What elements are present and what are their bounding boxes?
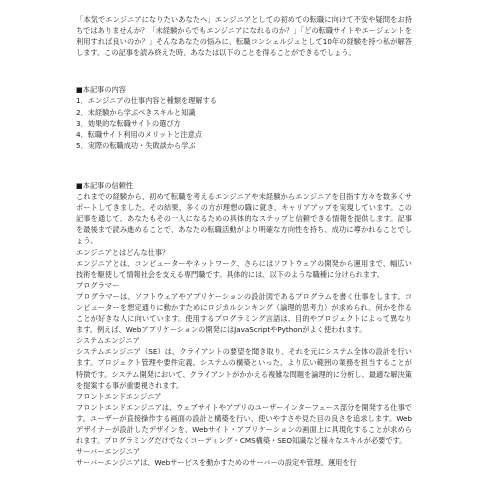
- article-body: [76, 14, 412, 468]
- section-body-frontend-engineer: フロントエンドエンジニアは、ウェブサイトやアプリのユーザーインターフェース部分を開発する仕事です。ユーザーが直接操作する画面の設計と構築を行い、使いやすさや見た目の良さを追求します。Webデザイナーが設計したデザインを、Webサイト・アプリケーションの画面上に具現化することが求められます。プログラミングだけでなくコーディング・CMS構築・SEO知識など様々なスキルが必要です。: [76, 402, 412, 446]
- section-heading-system-engineer: システムエンジニア: [76, 336, 140, 346]
- section-gap: [76, 58, 412, 84]
- section-heading-engineer: エンジニアとはどんな仕事？: [76, 247, 170, 257]
- toc-item: 3．効果的な転職サイトの選び方: [76, 118, 181, 128]
- intro-paragraph: 「本気でエンジニアになりたいあなたへ」エンジニアとしての初めての転職に向けて不安や疑問をお持ちではありませんか？「未経験からでもエンジニアになれるのか？」「どの転職サイトやエージェントを利用すれば良いのか？」そんなあなたの悩みに、転職コンシェルジュとして10年の経験を持つ私が解答します。この記事を読み終えた時、あなたは以下のことを得ることができるでしょう。: [76, 15, 412, 58]
- section-body-programmer: プログラマーは、ソフトウェアやアプリケーションの設計図であるプログラムを書く仕事をします。コンピューターを想定通りに動かすためにロジカルシンキング（論理的思考力）が求められ、何かを作ることが好きな人に向いています。使用するプログラミング言語は、目的やプロジェクトによって異なります。例えば、Webアプリケーションの開発にはJavaScriptやPythonがよく使われます。: [76, 291, 412, 335]
- section-heading-programmer: プログラマー: [76, 280, 120, 290]
- section-gap: [76, 151, 412, 180]
- section-heading-server-engineer: サーバーエンジニア: [76, 447, 141, 457]
- section-body-system-engineer: システムエンジニア（SE）は、クライアントの要望を聞き取り、それを元にシステム全体の設計を行います。プロジェクト管理や要件定義、システムの構築といった、より広い範囲の業務を担当することが特徴です。システム開発において、クライアントがかかえる複雑な問題を論理的に分析し、最適な解決策を提案する事が重要視されます。: [76, 347, 412, 390]
- section-body-engineer: エンジニアとは、コンピューターやネットワーク、さらにはソフトウェアの開発から運用まで、幅広い技術を駆使して情報社会を支える専門職です。具体的には、以下のような職種に分けられます。: [76, 258, 412, 279]
- credibility-heading: ■本記事の信頼性: [76, 180, 134, 190]
- toc-item: 5．実際の転職成功・失敗談から学ぶ: [76, 140, 196, 150]
- section-heading-frontend-engineer: フロントエンドエンジニア: [76, 391, 162, 401]
- toc-heading: ■本記事の内容: [76, 85, 126, 95]
- toc-list: [76, 95, 412, 150]
- section-body-server-engineer: サーバーエンジニアは、Webサービスを動かすためのサーバーの設定や管理、運用を行: [76, 458, 357, 468]
- toc-item: 4．転職サイト利用のメリットと注意点: [76, 129, 202, 139]
- toc-item: 1．エンジニアの仕事内容と種類を理解する: [76, 96, 217, 106]
- toc-item: 2．未経験から学ぶべきスキルと知識: [76, 107, 196, 117]
- credibility-paragraph: これまでの経験から、初めて転職を考えるエンジニアや未経験からエンジニアを目指す方々を数多くサポートしてきました。その結果、多くの方が理想の職に就き、キャリアアップを実現しています。この記事を通じて、あなたもその一人になるための具体的なステップと信頼できる情報を提供します。記事を最後まで読み進めることで、あなたの転職活動がより明確な方向性を持ち、成功に導かれることでしょう。: [76, 192, 412, 246]
